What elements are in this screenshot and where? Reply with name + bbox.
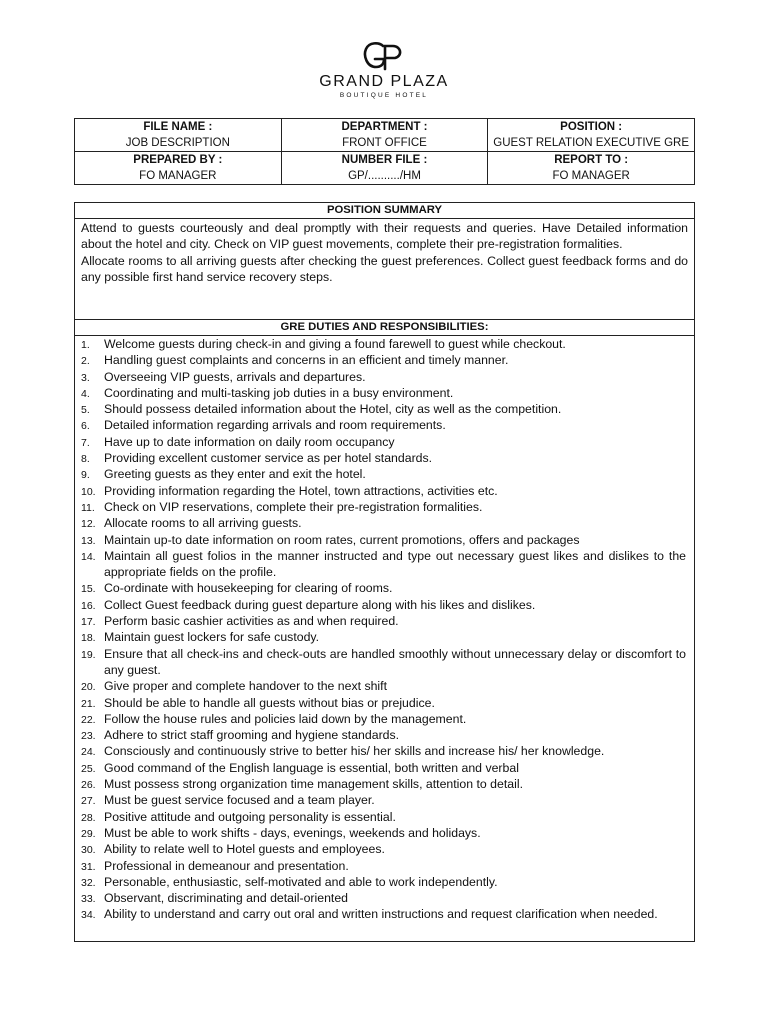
duty-number: 1.: [81, 339, 90, 351]
duty-item: [75, 434, 686, 450]
duties-list: [75, 336, 694, 923]
info-value: GP/........../HM: [348, 170, 421, 182]
duty-text: Co-ordinate with housekeeping for clearing of rooms.: [104, 581, 393, 596]
duty-number: 32.: [81, 876, 96, 889]
info-cell-file-name: [75, 119, 282, 152]
duty-number: 25.: [81, 762, 96, 775]
duty-number: 4.: [81, 387, 90, 400]
info-header: REPORT TO :: [554, 154, 629, 166]
info-row-2: [75, 152, 695, 185]
duty-item: [75, 890, 686, 906]
duty-text: Coordinating and multi-tasking job duties in a busy environment.: [104, 385, 454, 400]
duty-text: Maintain guest lockers for safe custody.: [104, 630, 320, 645]
duty-text: Collect Guest feedback during guest departure along with his likes and dislikes.: [104, 597, 536, 612]
duty-item: [75, 352, 686, 368]
duty-text: Professional in demeanour and presentation.: [104, 858, 349, 873]
info-row-1: [75, 119, 695, 152]
duty-item: [75, 450, 686, 466]
duty-number: 10.: [81, 485, 96, 498]
duty-number: 18.: [81, 632, 96, 645]
info-header: FILE NAME :: [143, 121, 213, 133]
duty-number: 5.: [81, 404, 90, 417]
duty-item: [75, 597, 686, 613]
duty-item: [75, 548, 686, 581]
position-summary: [75, 219, 694, 320]
duty-number: 14.: [81, 550, 96, 563]
duty-text: Welcome guests during check-in and giving a found farewell to guest while checkout.: [104, 337, 566, 351]
duty-text: Ability to relate well to Hotel guests and employees.: [104, 842, 385, 857]
duties-title: GRE DUTIES AND RESPONSIBILITIES:: [75, 320, 694, 336]
duty-item: [75, 760, 686, 776]
hotel-brand-name: GRAND PLAZA: [319, 73, 449, 90]
duty-number: 16.: [81, 599, 96, 612]
info-value: GUEST RELATION EXECUTIVE GRE: [493, 137, 690, 149]
duty-text: Maintain all guest folios in the manner instructed and type out necessary guest likes and dislikes to the appropriate fields on the profile.: [104, 548, 686, 580]
duty-item: [75, 711, 686, 727]
duty-text: Detailed information regarding arrivals and room requirements.: [104, 418, 446, 433]
hotel-brand-subtitle: BOUTIQUE HOTEL: [339, 92, 429, 99]
duty-item: [75, 532, 686, 548]
duty-text: Personable, enthusiastic, self-motivated and able to work independently.: [104, 874, 498, 889]
info-cell-prepared-by: [75, 152, 282, 185]
duty-text: Ensure that all check-ins and check-outs are handled smoothly without unnecessary delay or discomfort to any guest.: [104, 646, 686, 677]
duty-item: [75, 727, 686, 743]
duty-number: 6.: [81, 420, 90, 433]
duty-number: 27.: [81, 795, 96, 808]
duty-text: Allocate rooms to all arriving guests.: [104, 516, 302, 531]
duty-number: 31.: [81, 860, 96, 873]
duty-text: Good command of the English language is essential, both written and verbal: [104, 760, 519, 775]
duty-item: [75, 743, 686, 759]
duty-number: 28.: [81, 811, 96, 824]
duty-text: Maintain up-to date information on room rates, current promotions, offers and packages: [104, 532, 580, 547]
duty-text: Providing information regarding the Hotel, town attractions, activities etc.: [104, 483, 498, 498]
duty-item: [75, 906, 686, 922]
info-cell-report-to: [488, 152, 695, 185]
hotel-logo: [0, 40, 768, 100]
duty-text: Give proper and complete handover to the next shift: [104, 679, 387, 694]
duty-item: [75, 580, 686, 596]
duty-number: 3.: [81, 371, 90, 384]
info-value: FO MANAGER: [552, 170, 630, 182]
duty-text: Greeting guests as they enter and exit the hotel.: [104, 467, 366, 482]
duty-item: [75, 401, 686, 417]
file-info-table: [74, 118, 695, 185]
duty-text: Follow the house rules and policies laid down by the management.: [104, 711, 467, 726]
duty-text: Must be able to work shifts - days, evenings, weekends and holidays.: [104, 825, 481, 840]
duty-number: 17.: [81, 616, 96, 629]
info-value: FO MANAGER: [139, 170, 217, 182]
duty-number: 9.: [81, 469, 90, 482]
duty-item: [75, 417, 686, 433]
duty-text: Should possess detailed information about the Hotel, city as well as the competition.: [104, 402, 562, 417]
duty-number: 15.: [81, 583, 96, 596]
info-header: POSITION :: [560, 121, 623, 133]
duty-item: [75, 629, 686, 645]
duty-number: 19.: [81, 648, 96, 661]
duty-item: [75, 613, 686, 629]
duty-number: 21.: [81, 697, 96, 710]
duty-number: 34.: [81, 909, 96, 922]
duty-item: [75, 825, 686, 841]
duty-number: 7.: [81, 436, 90, 449]
gp-monogram-icon: [361, 40, 407, 72]
duty-item: [75, 858, 686, 874]
duty-item: [75, 466, 686, 482]
duty-item: [75, 499, 686, 515]
info-value: FRONT OFFICE: [342, 137, 427, 149]
duty-number: 33.: [81, 893, 96, 906]
duty-item: [75, 385, 686, 401]
duty-number: 11.: [81, 501, 95, 514]
position-summary-title: POSITION SUMMARY: [75, 203, 694, 219]
duty-item: [75, 515, 686, 531]
duty-item: [75, 483, 686, 499]
duty-number: 24.: [81, 746, 96, 759]
summary-paragraph: Allocate rooms to all arriving guests after checking the guest preferences. Collect guest feedback forms and do any possible first hand service recovery steps.: [81, 253, 688, 284]
info-cell-department: [281, 119, 488, 152]
summary-paragraph: Attend to guests courteously and deal promptly with their requests and queries. Have Detailed information about the hotel and city. Check on VIP guest movements, complete their pre-registration formalities.: [81, 221, 688, 252]
duty-number: 13.: [81, 534, 96, 547]
duty-item: [75, 776, 686, 792]
info-value: JOB DESCRIPTION: [125, 137, 230, 149]
info-cell-position: [488, 119, 695, 152]
duty-number: 30.: [81, 844, 96, 857]
duty-item: [75, 874, 686, 890]
duty-number: 20.: [81, 681, 96, 694]
duty-item: [75, 336, 686, 352]
duty-text: Adhere to strict staff grooming and hygiene standards.: [104, 728, 400, 743]
duty-item: [75, 792, 686, 808]
duty-text: Overseeing VIP guests, arrivals and departures.: [104, 369, 366, 384]
duty-text: Observant, discriminating and detail-oriented: [104, 891, 349, 906]
duty-number: 22.: [81, 713, 96, 726]
duty-number: 29.: [81, 827, 96, 840]
duty-text: Check on VIP reservations, complete their pre-registration formalities.: [104, 499, 483, 514]
duty-text: Should be able to handle all guests without bias or prejudice.: [104, 695, 435, 710]
duty-number: 26.: [81, 779, 96, 792]
duty-number: 2.: [81, 355, 90, 368]
job-description-box: [74, 202, 695, 942]
duty-number: 23.: [81, 730, 96, 743]
duty-item: [75, 369, 686, 385]
info-header: PREPARED BY :: [133, 154, 223, 166]
duty-text: Positive attitude and outgoing personality is essential.: [104, 809, 396, 824]
duty-item: [75, 695, 686, 711]
duty-text: Handling guest complaints and concerns in an efficient and timely manner.: [104, 353, 509, 368]
duty-text: Ability to understand and carry out oral and written instructions and request clarification when needed.: [104, 907, 658, 922]
duty-item: [75, 646, 686, 679]
info-cell-number-file: [281, 152, 488, 185]
duty-number: 8.: [81, 453, 90, 466]
duty-number: 12.: [81, 518, 96, 531]
duty-text: Must be guest service focused and a team player.: [104, 793, 375, 808]
duty-text: Consciously and continuously strive to better his/ her skills and increase his/ her knowledge.: [104, 744, 605, 759]
duty-text: Perform basic cashier activities as and when required.: [104, 614, 399, 629]
info-header: NUMBER FILE :: [341, 154, 428, 166]
duty-item: [75, 841, 686, 857]
duty-text: Must possess strong organization time management skills, attention to detail.: [104, 777, 523, 792]
duty-text: Providing excellent customer service as per hotel standards.: [104, 451, 433, 466]
info-header: DEPARTMENT :: [341, 121, 428, 133]
duty-text: Have up to date information on daily room occupancy: [104, 434, 395, 449]
duty-item: [75, 809, 686, 825]
duty-item: [75, 678, 686, 694]
